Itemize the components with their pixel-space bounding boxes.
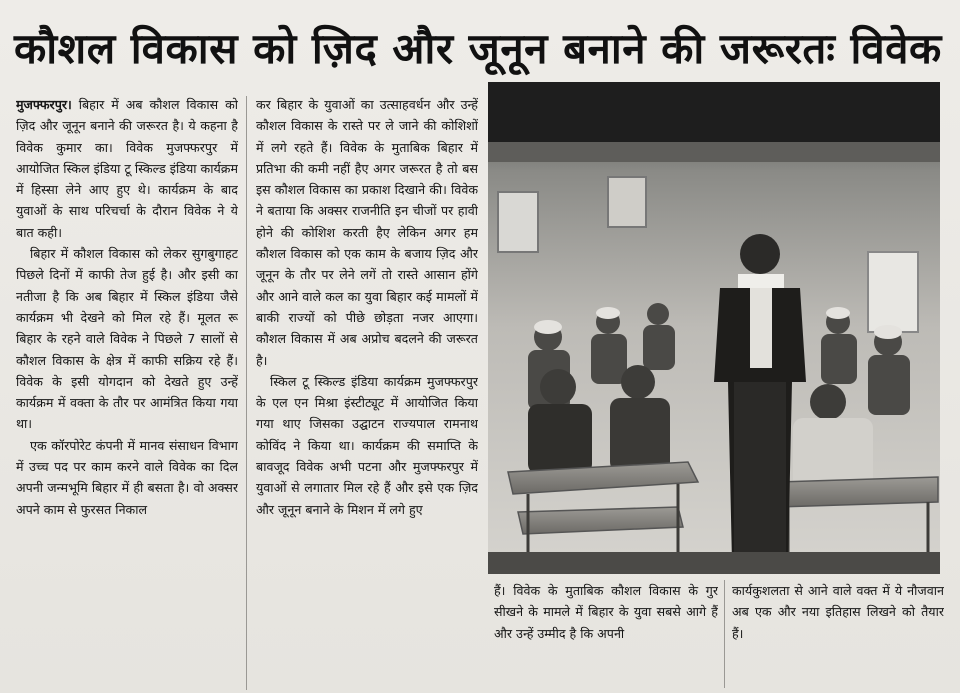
paragraph: एक कॉरपोरेट कंपनी में मानव संसाधन विभाग में उच्च पद पर काम करने वाले विवेक का दिल अपनी जन्मभूमि बिहार में ही बसता है। वो अक्सर अपने काम से फुरसत निकाल — [16, 437, 238, 517]
news-photo — [488, 82, 940, 574]
paragraph: बिहार में कौशल विकास को लेकर सुगबुगाहट पिछले दिनों में काफी तेज हुई है। और इसी का नतीजा है कि अब बिहार में स्किल इंडिया जैसे कार्यक्रम भी देखने को मिल रहे हैं। मूलत रू बिहार के रहने वाले विवेक ने पिछले 7 सालों से कौशल विकास के क्षेत्र में काफी सक्रिय रहे हैं। विवेक के इसी योगदान को देखते हुए उन्हें कार्यक्रम में वक्ता के तौर पर आमंत्रित किया गया था। — [16, 246, 238, 432]
paragraph-text: बिहार में अब कौशल विकास को ज़िद और जूनून बनाने की जरूरत है। ये कहना है विवेक कुमार का। विवेक मुजफ्फरपुर में आयोजित स्किल इंडिया टू स्किल्ड इंडिया कार्यक्रम में हिस्सा लेने आए हुए थे। कार्यक्रम के बाद युवाओं के साथ परिचर्चा के दौरान विवेक ने ये बात कही। — [16, 97, 238, 240]
paragraph: कर बिहार के युवाओं का उत्साहवर्धन और उन्हें कौशल विकास के रास्ते पर ले जाने की कोशिशों में लगे रहते हैं। विवेक के मुताबिक बिहार में प्रतिभा की कमी नहीं हैए अगर जरूरत है तो बस इस कौशल विकास का प्रकाश दिखाने की। विवेक ने बताया कि अक्सर राजनीति इन चीजों पर हावी होने की कोशिश करती हैए लेकिन अगर हम कौशल विकास को एक काम के बजाय ज़िद और जूनून के तौर पर लेने लगें तो रास्ते आसान होंगे और आने वाले कल का युवा बिहार कई मामलों में बाकी राज्यों को पीछे छोड़ता नजर आएगा। कौशल विकास में अब अप्रोच बदलने की जरूरत है। — [256, 97, 478, 368]
paragraph — [16, 94, 238, 243]
dateline: मुजफ्फरपुर। — [16, 97, 72, 112]
column-divider — [724, 580, 725, 688]
article-column-1 — [16, 94, 238, 690]
column-divider — [246, 96, 247, 690]
paragraph: हैं। विवेक के मुताबिक कौशल विकास के गुर सीखने के मामले में बिहार के युवा सबसे आगे हैं और उन्हें उम्मीद है कि अपनी — [494, 583, 718, 641]
article-column-4 — [732, 580, 944, 690]
classroom-photo-illustration — [488, 82, 940, 574]
article-column-2 — [256, 94, 478, 690]
paragraph: कार्यकुशलता से आने वाले वक्त में ये नौजवान अब एक और नया इतिहास लिखने को तैयार हैं। — [732, 583, 944, 641]
article-column-3 — [494, 580, 718, 690]
paragraph: स्किल टू स्किल्ड इंडिया कार्यक्रम मुजफ्फरपुर के एल एन मिश्रा इंस्टीट्यूट में आयोजित किया गया थाए जिसका उद्घाटन राज्यपाल रामनाथ कोविंद ने किया था। कार्यक्रम की समाप्ति के बावजूद विवेक अभी पटना और मुजफ्फरपुर में युवाओं से लगातार मिल रहे हैं और इसे एक ज़िद और जूनून बनाने के मिशन में लगे हुए — [256, 373, 478, 517]
headline: कौशल विकास को ज़िद और जूनून बनाने की जरूरतः विवेक — [14, 24, 942, 73]
